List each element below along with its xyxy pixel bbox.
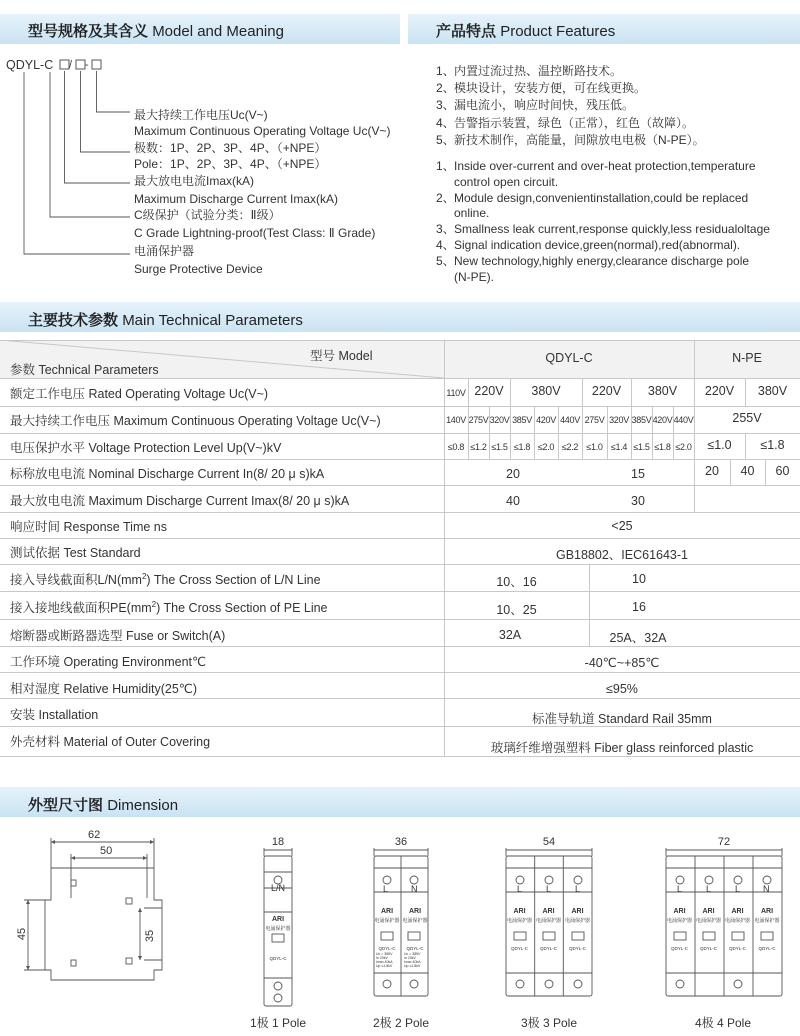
- imax-qdyl-2: 30: [631, 494, 645, 508]
- table-line: [0, 672, 800, 673]
- pole-4-term-l-1: L: [677, 884, 683, 894]
- rated-v-4: 220V: [591, 384, 622, 398]
- max-v-5: 420V: [536, 415, 556, 425]
- pole-3-width: 54: [542, 836, 556, 848]
- pole-4-label: 4极 4 Pole: [694, 1016, 752, 1030]
- legend-pole-en: Pole：1P、2P、3P、4P、（+NPE）: [134, 157, 327, 171]
- max-v-10: 420V: [652, 415, 673, 425]
- max-v-8: 320V: [609, 415, 629, 425]
- pole-1-terminal: L/N: [271, 883, 286, 893]
- cross-pe-2: 16: [632, 600, 646, 614]
- legend-uc-cn: 最大持续工作电压Uc(V~): [134, 108, 268, 122]
- up-10: ≤1.8: [654, 442, 671, 452]
- legend-spd-en: Surge Protective Device: [134, 262, 263, 276]
- label-cross-section-ln: 接入导线截面积$L/N(mm^2)$ The Cross Section of L/N Line: [10, 571, 321, 587]
- max-v-npe: 255V: [732, 411, 762, 425]
- label-environment: 工作环境 Operating Environment℃: [10, 655, 207, 669]
- table-line: [0, 512, 800, 513]
- max-v-1: 140V: [446, 415, 466, 425]
- pole-4-model-4: QDYL-C: [758, 946, 776, 951]
- pole-4-term-n: N: [763, 884, 770, 894]
- rated-v-1: 110V: [446, 388, 466, 398]
- pole-4-brand-4: ARI: [760, 908, 774, 915]
- pole-2-model-1: QDYL-C: [378, 946, 396, 951]
- feature-en-1: 1、Inside over-current and over-heat protection,temperature: [436, 159, 756, 173]
- fuse-1: 32A: [498, 628, 522, 642]
- dim-inner-width: 50: [100, 845, 113, 857]
- pole-3-name-1: 电涌保护器: [506, 918, 532, 924]
- pole-2-width: 36: [394, 836, 408, 848]
- up-8: ≤1.4: [610, 442, 628, 452]
- rated-v-npe-1: 220V: [704, 384, 735, 398]
- model-section-title: 型号规格及其含义 Model and Meaning: [28, 23, 284, 40]
- label-installation: 安装 Installation: [10, 708, 99, 722]
- pole-4-name-4: 电涌保护器: [754, 918, 780, 924]
- rated-v-npe-2: 380V: [757, 384, 788, 398]
- pole-4-brand-2: ARI: [702, 908, 715, 915]
- pole-2-name-2: 电涌保护器: [402, 918, 428, 924]
- feature-en-4: 4、Signal indication device,green(normal),red(abnormal).: [436, 238, 741, 252]
- cross-ln-1: 10、16: [496, 575, 537, 589]
- max-v-3: 320V: [489, 415, 510, 425]
- max-v-11: 440V: [673, 415, 694, 425]
- table-line: [694, 340, 695, 512]
- dim-height-outer: 45: [16, 927, 29, 941]
- feature-en-5: 5、New technology,highly energy,clearance discharge pole: [436, 254, 750, 268]
- response-time-value: <25: [611, 519, 633, 533]
- up-2: ≤1.2: [470, 442, 487, 452]
- rated-v-2: 220V: [474, 384, 504, 398]
- table-line: [0, 485, 800, 486]
- rated-v-5: 380V: [647, 384, 678, 398]
- table-line: [0, 698, 800, 699]
- label-cross-section-pe: 接入接地线截面积$PE(mm^2)$ The Cross Section of PE Line: [10, 599, 328, 615]
- pole-4-model-1: QDYL-C: [670, 946, 688, 951]
- label-material: 外壳材料 Material of Outer Covering: [10, 735, 211, 749]
- header-model: 型号 Model: [310, 349, 373, 363]
- pole-4-module: [665, 834, 783, 1009]
- label-max-voltage: 最大持续工作电压 Maximum Continuous Operating Voltage Uc(V~): [10, 414, 381, 428]
- pole-2-specs-1: Uc = 385V In 20kV Imax 40kA Up ≤1.8kV: [376, 952, 393, 968]
- pole-3-term-l-1: L: [517, 884, 523, 894]
- pole-2-specs-2: Uc = 385V In 20kV Imax 40kA Up ≤1.8kV: [404, 952, 421, 968]
- max-v-7: 275V: [584, 415, 605, 425]
- max-v-4: 385V: [512, 415, 532, 425]
- pole-1-module: [263, 834, 293, 1009]
- up-npe-1: ≤1.0: [707, 438, 732, 452]
- pole-3-term-l-3: L: [575, 884, 581, 894]
- pole-3-model-2: QDYL-C: [539, 946, 557, 951]
- pole-3-term-l-2: L: [546, 884, 552, 894]
- header-npe: N-PE: [732, 351, 762, 365]
- pole-3-name-3: 电涌保护器: [564, 918, 590, 924]
- pole-4-model-2: QDYL-C: [699, 946, 717, 951]
- table-line: [0, 406, 800, 407]
- pole-2-brand-2: ARI: [408, 908, 422, 915]
- table-line: [0, 564, 800, 565]
- pole-4-name-2: 电涌保护器: [695, 918, 721, 924]
- max-v-6: 440V: [560, 415, 580, 425]
- pole-3-module: [505, 834, 593, 1009]
- table-line: [0, 646, 800, 647]
- model-code-diagram: [0, 55, 140, 285]
- feature-en-1-line2: control open circuit.: [454, 175, 559, 189]
- imax-qdyl-1: 40: [506, 494, 520, 508]
- pole-3-model-1: QDYL-C: [510, 946, 528, 951]
- pole-4-drawing: [665, 848, 783, 1009]
- table-line: [0, 756, 800, 757]
- table-line: [0, 538, 800, 539]
- legend-uc-en: Maximum Continuous Operating Voltage Uc(V~): [134, 124, 391, 138]
- pole-2-term-n: N: [411, 884, 418, 894]
- up-1: ≤0.8: [447, 442, 465, 452]
- pole-4-brand-1: ARI: [673, 908, 686, 915]
- up-npe-2: ≤1.8: [760, 438, 785, 452]
- pole-4-name-1: 电涌保护器: [666, 918, 692, 924]
- legend-imax-cn: 最大放电电流Imax(kA): [134, 174, 255, 188]
- in-npe-2: 40: [740, 464, 755, 478]
- in-npe-3: 60: [775, 464, 790, 478]
- cross-ln-2: 10: [632, 572, 646, 586]
- feature-cn-2: 2、模块设计，安装方便，可在线更换。: [436, 81, 647, 95]
- pole-3-brand-1: ARI: [513, 908, 526, 915]
- cross-pe-1: 10、25: [496, 603, 537, 617]
- pole-4-term-l-2: L: [706, 884, 712, 894]
- header-param: 参数 Technical Parameters: [10, 363, 159, 377]
- in-qdyl-1: 20: [506, 467, 520, 481]
- label-response-time: 响应时间 Response Time ns: [10, 520, 167, 534]
- svg-text:/: /: [69, 59, 73, 71]
- in-npe-1: 20: [705, 464, 719, 478]
- dimension-section-title: 外型尺寸图 Dimension: [28, 797, 179, 814]
- pole-2-term-l: L: [383, 884, 389, 894]
- pole-2-label: 2极 2 Pole: [372, 1016, 430, 1030]
- max-v-9: 385V: [631, 415, 652, 425]
- legend-pole-cn: 极数：1P、2P、3P、4P、（+NPE）: [134, 141, 327, 155]
- environment-value: -40℃~+85℃: [584, 656, 660, 670]
- table-line: [0, 340, 800, 341]
- feature-cn-4: 4、告警指示装置，绿色（正常），红色（故障）。: [436, 116, 695, 130]
- pole-4-width: 72: [717, 836, 731, 848]
- installation-value: 标准导轨道 Standard Rail 35mm: [532, 712, 712, 726]
- humidity-value: ≤95%: [606, 682, 638, 696]
- pole-1-brand: ARI: [271, 916, 285, 923]
- pole-4-term-l-3: L: [735, 884, 741, 894]
- up-6: ≤2.2: [561, 442, 579, 452]
- params-table: [0, 340, 800, 760]
- up-5: ≤2.0: [537, 442, 555, 452]
- dim-height-inner: 35: [144, 929, 157, 943]
- model-code: QDYL-C: [6, 58, 54, 72]
- label-test-standard: 测试依据 Test Standard: [10, 546, 141, 560]
- in-qdyl-2: 15: [631, 467, 645, 481]
- pole-2-name-1: 电涌保护器: [374, 918, 400, 924]
- feature-en-2-line2: online.: [454, 206, 490, 220]
- pole-3-name-2: 电涌保护器: [535, 918, 561, 924]
- table-line: [0, 591, 800, 592]
- feature-cn-5: 5、新技术制作，高能量，间隙放电电极（N-PE）。: [436, 133, 705, 147]
- features-section-title: 产品特点 Product Features: [436, 23, 616, 40]
- feature-cn-1: 1、内置过流过热、温控断路技术。: [436, 64, 623, 78]
- pole-3-brand-2: ARI: [542, 908, 555, 915]
- pole-4-model-3: QDYL-C: [728, 946, 746, 951]
- table-line: [0, 433, 800, 434]
- up-9: ≤1.5: [633, 442, 650, 452]
- legend-grade-cn: C级保护（试验分类：Ⅱ级）: [134, 208, 281, 222]
- pole-1-name: 电涌保护器: [265, 926, 291, 932]
- table-line: [0, 459, 800, 460]
- label-humidity: 相对湿度 Relative Humidity(25℃): [10, 682, 197, 696]
- label-rated-voltage: 额定工作电压 Rated Operating Voltage Uc(V~): [10, 387, 269, 401]
- up-4: ≤1.8: [513, 442, 531, 452]
- pole-4-name-3: 电涌保护器: [724, 918, 750, 924]
- pole-3-model-3: QDYL-C: [568, 946, 586, 951]
- up-3: ≤1.5: [491, 442, 508, 452]
- pole-1-model: QDYL-C: [269, 956, 287, 961]
- side-view-drawing: [14, 828, 174, 988]
- label-nominal-current: 标称放电电流 Nominal Discharge Current In(8/ 20 μ s)kA: [10, 467, 325, 481]
- feature-en-2: 2、Module design,convenientinstallation,could be replaced: [436, 191, 749, 205]
- label-protection-level: 电压保护水平 Voltage Protection Level Up(V~)kV: [10, 441, 282, 455]
- material-value: 玻璃纤维增强塑料 Fiber glass reinforced plastic: [490, 741, 754, 755]
- fuse-2: 25A、32A: [609, 631, 667, 645]
- pole-2-model-2: QDYL-C: [406, 946, 424, 951]
- legend-spd-cn: 电涌保护器: [134, 244, 195, 258]
- up-11: ≤2.0: [675, 442, 692, 452]
- legend-grade-en: C Grade Lightning-proof(Test Class: Ⅱ Grade): [134, 226, 376, 240]
- pole-3-brand-3: ARI: [571, 908, 584, 915]
- table-line: [0, 378, 800, 379]
- params-section-title: 主要技术参数 Main Technical Parameters: [28, 312, 303, 329]
- pole-2-drawing: [373, 848, 429, 1009]
- pole-2-brand-1: ARI: [380, 908, 394, 915]
- dim-outer-width: 62: [88, 829, 101, 841]
- pole-3-label: 3极 3 Pole: [520, 1016, 578, 1030]
- pole-1-label: 1极 1 Pole: [249, 1016, 307, 1030]
- feature-en-3: 3、Smallness leak current,response quickly,less residualoltage: [436, 222, 770, 236]
- pole-4-brand-3: ARI: [731, 908, 744, 915]
- label-max-current: 最大放电电流 Maximum Discharge Current Imax(8/ 20 μ s)kA: [10, 494, 350, 508]
- rated-v-3: 380V: [531, 384, 561, 398]
- max-v-2: 275V: [468, 415, 489, 425]
- pole-3-drawing: [505, 848, 593, 1009]
- up-7: ≤1.0: [586, 442, 603, 452]
- feature-cn-3: 3、漏电流小，响应时间快，残压低。: [436, 98, 635, 112]
- label-fuse: 熔断器或断路器选型 Fuse or Switch(A): [10, 629, 226, 643]
- feature-en-5-line2: (N-PE).: [454, 270, 494, 284]
- header-qdyl: QDYL-C: [545, 351, 593, 365]
- test-standard-value: GB18802、IEC61643-1: [555, 548, 689, 562]
- pole-2-module: [373, 834, 429, 1009]
- pole-1-width: 18: [271, 836, 285, 848]
- table-line: [0, 619, 800, 620]
- legend-imax-en: Maximum Discharge Current Imax(kA): [134, 192, 339, 206]
- svg-text:-: -: [85, 59, 89, 71]
